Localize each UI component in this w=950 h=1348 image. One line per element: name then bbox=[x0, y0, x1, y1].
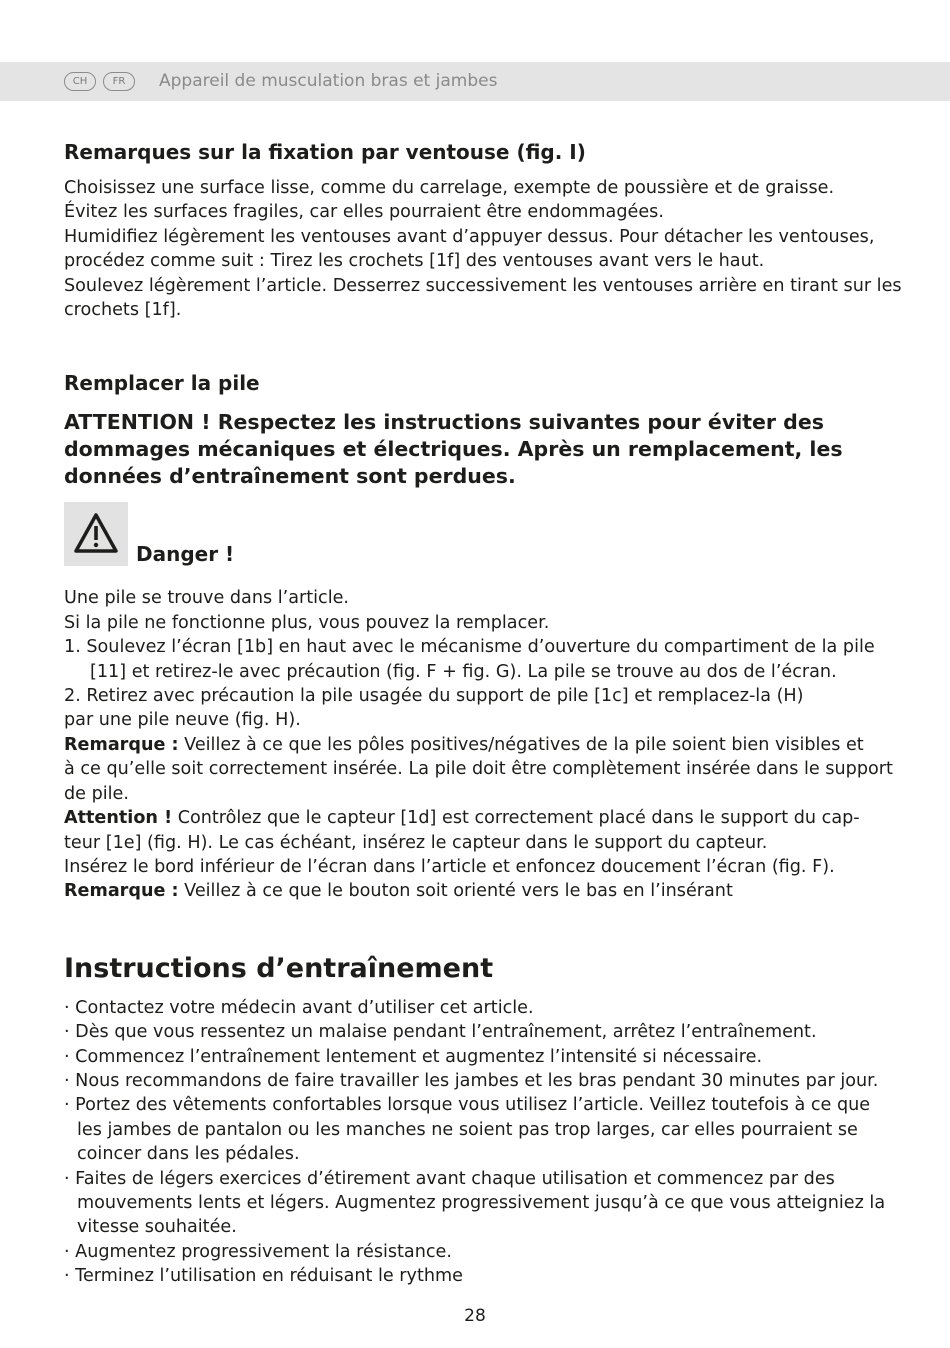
list-item-cont: les jambes de pantalon ou les manches ne soient pas trop larges, car elles pourraient se bbox=[77, 1119, 858, 1140]
note-1-cont: de pile. bbox=[64, 783, 129, 804]
suction-line: Choisissez une surface lisse, comme du carrelage, exempte de poussière et de graisse. bbox=[64, 178, 835, 198]
attention-text: Contrôlez que le capteur [1d] est correctement placé dans le support du cap- bbox=[172, 808, 860, 829]
page-content bbox=[64, 138, 902, 1289]
list-item-cont: mouvements lents et légers. Augmentez progressivement jusqu’à ce que vous atteigniez la bbox=[77, 1192, 886, 1213]
danger-row bbox=[64, 502, 894, 572]
note-text: Veillez à ce que les pôles positives/négatives de la pile soient bien visibles et bbox=[178, 734, 864, 755]
list-item: · Commencez l’entraînement lentement et augmentez l’intensité si nécessaire. bbox=[64, 1046, 763, 1067]
battery-heading: Remplacer la pile bbox=[64, 371, 260, 396]
suction-line: Soulevez légèrement l’article. Desserrez successivement les ventouses arrière en tirant sur les bbox=[64, 275, 902, 296]
insert-instruction: Insérez le bord inférieur de l’écran dans l’article et enfoncez doucement l’écran (fig. F). bbox=[64, 856, 835, 877]
battery-instructions bbox=[64, 586, 894, 903]
suction-line: Évitez les surfaces fragiles, car elles pourraient être endommagées. bbox=[64, 202, 664, 223]
attention-line: ATTENTION ! Respectez les instructions suivantes pour éviter des bbox=[64, 410, 824, 435]
note-label: Remarque : bbox=[64, 881, 179, 902]
step-2: 2. Retirez avec précaution la pile usagée du support de pile [1c] et remplacez-la (H) bbox=[64, 686, 804, 707]
training-heading: Instructions d’entraînement bbox=[64, 952, 494, 984]
language-badge-ch: CH bbox=[64, 72, 96, 91]
battery-intro: Si la pile ne fonctionne plus, vous pouvez la remplacer. bbox=[64, 612, 550, 633]
note-label: Remarque : bbox=[64, 734, 179, 755]
page-header bbox=[0, 62, 950, 101]
list-item-cont: vitesse souhaitée. bbox=[77, 1217, 237, 1238]
step-1: 1. Soulevez l’écran [1b] en haut avec le mécanisme d’ouverture du compartiment de la pile bbox=[64, 637, 875, 658]
attention-2-cont: teur [1e] (fig. H). Le cas échéant, insérez le capteur dans le support du capteur. bbox=[64, 832, 768, 853]
attention-2 bbox=[64, 806, 894, 830]
language-badge-fr: FR bbox=[103, 72, 135, 91]
suction-heading: Remarques sur la fixation par ventouse (fig. I) bbox=[64, 140, 586, 164]
training-list bbox=[64, 996, 894, 1289]
attention-line: données d’entraînement sont perdues. bbox=[64, 464, 516, 489]
document-title: Appareil de musculation bras et jambes bbox=[159, 71, 498, 91]
list-item: · Portez des vêtements confortables lorsque vous utilisez l’article. Veillez toutefois à ce que bbox=[64, 1095, 871, 1116]
danger-label: Danger ! bbox=[136, 542, 235, 567]
list-item-cont: coincer dans les pédales. bbox=[77, 1144, 300, 1165]
note-text: Veillez à ce que le bouton soit orienté vers le bas en l’insérant bbox=[178, 881, 733, 902]
suction-paragraph bbox=[64, 176, 902, 322]
suction-line: Humidifiez légèrement les ventouses avant d’appuyer dessus. Pour détacher les ventouses, bbox=[64, 226, 875, 247]
list-item: · Dès que vous ressentez un malaise pendant l’entraînement, arrêtez l’entraînement. bbox=[64, 1022, 817, 1043]
list-item: · Augmentez progressivement la résistance. bbox=[64, 1241, 452, 1262]
note-1 bbox=[64, 733, 894, 757]
battery-attention-block bbox=[64, 409, 894, 490]
note-2 bbox=[64, 879, 894, 903]
attention-line: dommages mécaniques et électriques. Après un remplacement, les bbox=[64, 437, 843, 462]
battery-intro: Une pile se trouve dans l’article. bbox=[64, 588, 349, 609]
list-item: · Contactez votre médecin avant d’utiliser cet article. bbox=[64, 997, 534, 1018]
note-1-cont: à ce qu’elle soit correctement insérée. La pile doit être complètement insérée dans le support bbox=[64, 759, 893, 780]
step-2-cont: par une pile neuve (fig. H). bbox=[64, 710, 301, 731]
warning-triangle-icon bbox=[64, 502, 128, 566]
suction-line: crochets [1f]. bbox=[64, 300, 182, 321]
list-item: · Terminez l’utilisation en réduisant le rythme bbox=[64, 1266, 463, 1287]
step-1-cont: [11] et retirez-le avec précaution (fig. F + fig. G). La pile se trouve au dos de l’écran. bbox=[90, 661, 837, 682]
suction-line: procédez comme suit : Tirez les crochets [1f] des ventouses avant vers le haut. bbox=[64, 251, 765, 272]
list-item: · Faites de légers exercices d’étirement avant chaque utilisation et commencez par des bbox=[64, 1168, 835, 1189]
page-number: 28 bbox=[464, 1306, 486, 1326]
list-item: · Nous recommandons de faire travailler les jambes et les bras pendant 30 minutes par jour. bbox=[64, 1070, 879, 1091]
attention-label: Attention ! bbox=[64, 808, 173, 829]
